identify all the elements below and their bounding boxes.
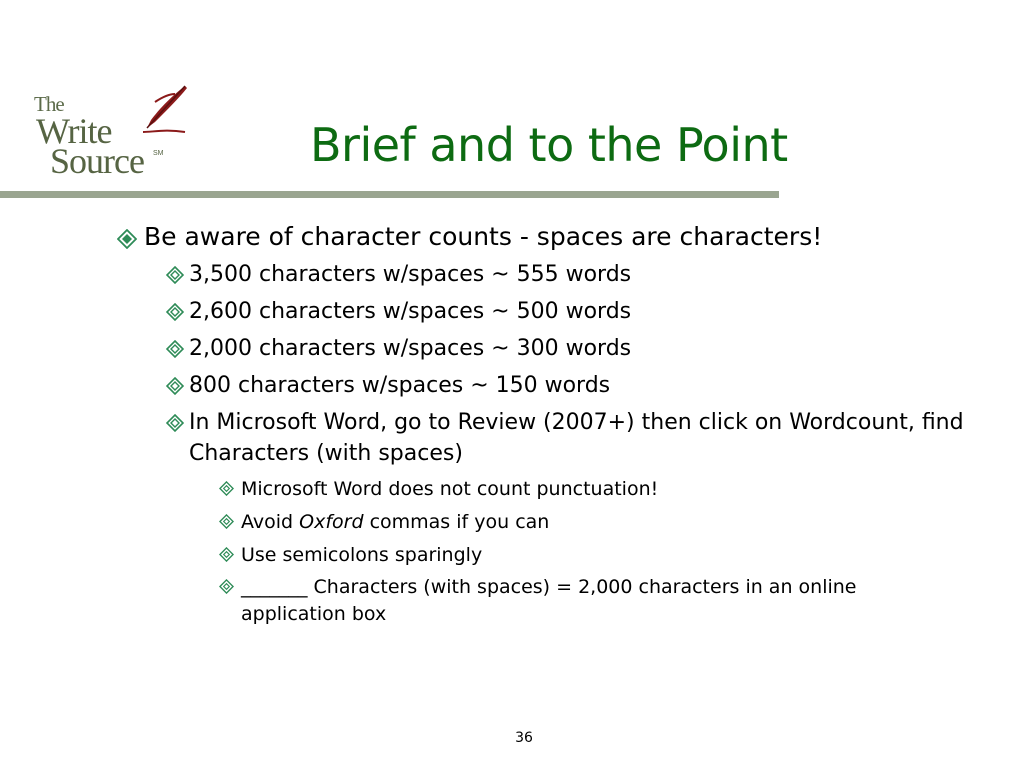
bullet-word-review-line1: In Microsoft Word, go to Review (2007+) then click on Wordcount, find xyxy=(189,410,964,435)
diamond-bullet-icon xyxy=(117,229,137,249)
bullet-3500-chars: 3,500 characters w/spaces ~ 555 words xyxy=(189,262,632,287)
write-source-logo xyxy=(30,82,195,182)
logo-the: The xyxy=(34,92,64,116)
oxford-word: Oxford xyxy=(299,511,364,533)
diamond-bullet-icon xyxy=(166,303,184,321)
slide-title: Brief and to the Point xyxy=(310,118,788,172)
oxford-pre: Avoid xyxy=(241,511,300,533)
diamond-bullet-icon xyxy=(219,481,234,496)
diamond-bullet-icon xyxy=(219,579,234,594)
bullet-character-counts: Be aware of character counts - spaces are characters! xyxy=(144,222,823,251)
oxford-post: commas if you can xyxy=(363,511,550,533)
page-number: 36 xyxy=(515,730,533,746)
diamond-bullet-icon xyxy=(166,377,184,395)
bullet-2000-chars: 2,000 characters w/spaces ~ 300 words xyxy=(189,336,632,361)
bullet-2600-chars: 2,600 characters w/spaces ~ 500 words xyxy=(189,299,632,324)
bullet-oxford-commas xyxy=(241,511,549,533)
diamond-bullet-icon xyxy=(166,340,184,358)
bullet-800-chars: 800 characters w/spaces ~ 150 words xyxy=(189,373,611,398)
bullet-word-review-line2: Characters (with spaces) xyxy=(189,441,463,466)
bullet-no-punctuation: Microsoft Word does not count punctuation! xyxy=(241,478,659,500)
logo-source: Source xyxy=(50,141,144,181)
title-underline xyxy=(0,191,779,198)
logo-sm: SM xyxy=(153,150,164,157)
diamond-bullet-icon xyxy=(219,514,234,529)
logo-write: Write xyxy=(36,111,112,151)
quill-pen-icon xyxy=(125,82,195,142)
bullet-semicolons: Use semicolons sparingly xyxy=(241,544,483,566)
diamond-bullet-icon xyxy=(166,266,184,284)
diamond-bullet-icon xyxy=(166,414,184,432)
diamond-bullet-icon xyxy=(219,547,234,562)
bullet-online-box-line2: application box xyxy=(241,603,387,625)
bullet-online-box-line1: _______ Characters (with spaces) = 2,000 characters in an online xyxy=(241,576,857,598)
